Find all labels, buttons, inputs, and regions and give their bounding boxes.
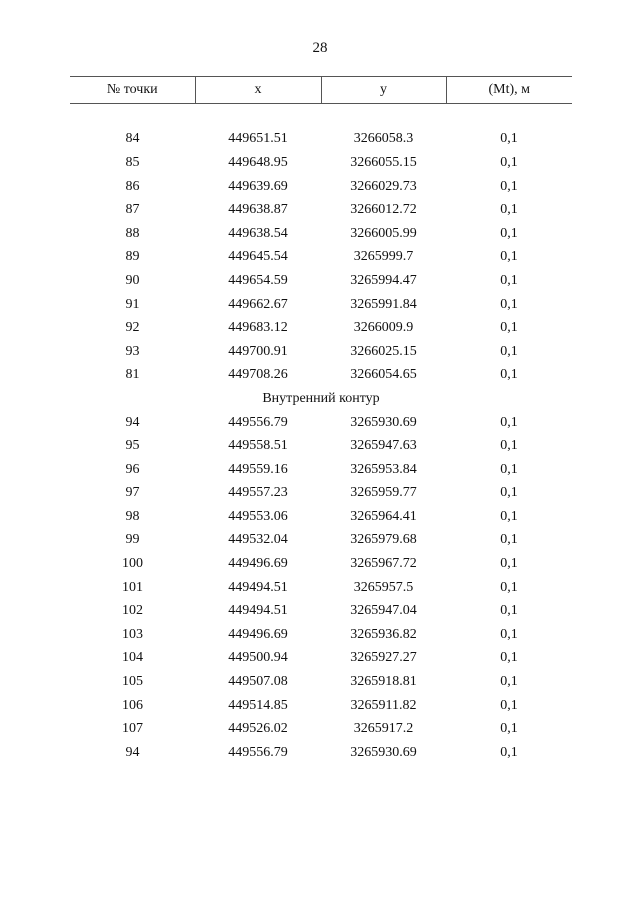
x-cell: 449638.54 xyxy=(228,225,288,241)
table-row xyxy=(70,316,572,340)
point-number-cell: 100 xyxy=(122,556,143,572)
table-row xyxy=(70,529,572,553)
table-row xyxy=(70,246,572,270)
y-cell: 3266012.72 xyxy=(350,202,417,218)
point-number-cell: 107 xyxy=(122,721,143,737)
y-cell: 3266029.73 xyxy=(350,178,417,194)
mt-cell: 0,1 xyxy=(500,154,518,170)
point-number-cell: 93 xyxy=(125,343,140,359)
mt-cell: 0,1 xyxy=(500,414,518,430)
point-number-cell: 91 xyxy=(125,296,140,312)
mt-cell: 0,1 xyxy=(500,697,518,713)
mt-cell: 0,1 xyxy=(500,556,518,572)
column-header-point-number: № точки xyxy=(70,77,195,104)
y-cell: 3265911.82 xyxy=(350,697,417,713)
table-row xyxy=(70,293,572,317)
x-cell: 449558.51 xyxy=(228,438,288,454)
table-row xyxy=(70,198,572,222)
point-number-cell: 85 xyxy=(125,154,140,170)
point-number-cell: 89 xyxy=(125,249,140,265)
spacer-cell xyxy=(70,104,572,128)
y-cell: 3266055.15 xyxy=(350,154,417,170)
y-cell: 3265967.72 xyxy=(350,556,417,572)
x-cell: 449654.59 xyxy=(228,272,288,288)
y-cell: 3265994.47 xyxy=(350,272,417,288)
mt-cell: 0,1 xyxy=(500,438,518,454)
mt-cell: 0,1 xyxy=(500,225,518,241)
table-row xyxy=(70,552,572,576)
x-cell: 449494.51 xyxy=(228,603,288,619)
x-cell: 449651.51 xyxy=(228,131,288,147)
y-cell: 3265947.04 xyxy=(350,603,417,619)
x-cell: 449532.04 xyxy=(228,532,288,548)
table-row xyxy=(70,364,572,388)
x-cell: 449638.87 xyxy=(228,202,288,218)
mt-cell: 0,1 xyxy=(500,178,518,194)
page-number: 28 xyxy=(312,40,328,56)
table-spacer xyxy=(70,104,572,128)
x-cell: 449500.94 xyxy=(228,650,288,666)
point-number-cell: 102 xyxy=(122,603,143,619)
y-cell: 3265930.69 xyxy=(350,414,417,430)
mt-cell: 0,1 xyxy=(500,202,518,218)
x-cell: 449559.16 xyxy=(228,461,288,477)
mt-cell: 0,1 xyxy=(500,272,518,288)
mt-cell: 0,1 xyxy=(500,650,518,666)
column-header-x: x xyxy=(195,77,321,104)
y-cell: 3265979.68 xyxy=(350,532,417,548)
x-cell: 449507.08 xyxy=(228,674,288,690)
x-cell: 449526.02 xyxy=(228,721,288,737)
table-row xyxy=(70,151,572,175)
table-row xyxy=(70,670,572,694)
table-row xyxy=(70,458,572,482)
table-row xyxy=(70,269,572,293)
y-cell: 3266005.99 xyxy=(350,225,417,241)
point-number-cell: 87 xyxy=(125,202,140,218)
table-row xyxy=(70,411,572,435)
y-cell: 3266054.65 xyxy=(350,367,417,383)
table-row xyxy=(70,434,572,458)
point-number-cell: 103 xyxy=(122,626,143,642)
mt-cell: 0,1 xyxy=(500,626,518,642)
x-cell: 449553.06 xyxy=(228,508,288,524)
y-cell: 3265927.27 xyxy=(350,650,417,666)
table-row xyxy=(70,576,572,600)
table-row xyxy=(70,128,572,152)
mt-cell: 0,1 xyxy=(500,485,518,501)
point-number-cell: 92 xyxy=(125,320,140,336)
point-number-cell: 106 xyxy=(122,697,143,713)
point-number-cell: 86 xyxy=(125,178,140,194)
mt-cell: 0,1 xyxy=(500,508,518,524)
x-cell: 449662.67 xyxy=(228,296,288,312)
point-number-cell: 88 xyxy=(125,225,140,241)
table-row xyxy=(70,717,572,741)
table-row xyxy=(70,482,572,506)
x-cell: 449708.26 xyxy=(228,367,288,383)
point-number-cell: 105 xyxy=(122,674,143,690)
mt-cell: 0,1 xyxy=(500,674,518,690)
table-row xyxy=(70,222,572,246)
y-cell: 3265947.63 xyxy=(350,438,417,454)
point-number-cell: 101 xyxy=(122,579,143,595)
x-cell: 449496.69 xyxy=(228,626,288,642)
x-cell: 449648.95 xyxy=(228,154,288,170)
mt-cell: 0,1 xyxy=(500,131,518,147)
x-cell: 449514.85 xyxy=(228,697,288,713)
section-title: Внутренний контур xyxy=(262,390,380,406)
mt-cell: 0,1 xyxy=(500,721,518,737)
y-cell: 3265936.82 xyxy=(350,626,417,642)
y-cell: 3265999.7 xyxy=(353,249,414,265)
y-cell: 3265957.5 xyxy=(353,579,414,595)
column-header-y: y xyxy=(321,77,446,104)
x-cell: 449496.69 xyxy=(228,556,288,572)
mt-cell: 0,1 xyxy=(500,320,518,336)
mt-cell: 0,1 xyxy=(500,249,518,265)
x-cell: 449683.12 xyxy=(228,320,288,336)
point-number-cell: 84 xyxy=(125,131,140,147)
table-row xyxy=(70,175,572,199)
y-cell: 3266058.3 xyxy=(353,131,414,147)
table-row xyxy=(70,505,572,529)
point-number-cell: 90 xyxy=(125,272,140,288)
x-cell: 449556.79 xyxy=(228,744,288,760)
mt-cell: 0,1 xyxy=(500,343,518,359)
point-number-cell: 94 xyxy=(125,414,140,430)
y-cell: 3265930.69 xyxy=(350,744,417,760)
mt-cell: 0,1 xyxy=(500,367,518,383)
y-cell: 3265953.84 xyxy=(350,461,417,477)
mt-cell: 0,1 xyxy=(500,532,518,548)
table-row xyxy=(70,599,572,623)
column-header-mt: (Mt), м xyxy=(446,77,572,104)
x-cell: 449639.69 xyxy=(228,178,288,194)
table-body xyxy=(70,104,572,765)
x-cell: 449700.91 xyxy=(228,343,288,359)
y-cell: 3266009.9 xyxy=(353,320,414,336)
point-number-cell: 96 xyxy=(125,461,140,477)
mt-cell: 0,1 xyxy=(500,603,518,619)
table-row xyxy=(70,340,572,364)
mt-cell: 0,1 xyxy=(500,296,518,312)
point-number-cell: 99 xyxy=(125,532,140,548)
point-number-cell: 98 xyxy=(125,508,140,524)
mt-cell: 0,1 xyxy=(500,461,518,477)
table-row xyxy=(70,694,572,718)
table-row xyxy=(70,741,572,765)
y-cell: 3265917.2 xyxy=(353,721,414,737)
mt-cell: 0,1 xyxy=(500,744,518,760)
coordinates-table xyxy=(70,76,572,765)
x-cell: 449645.54 xyxy=(228,249,288,265)
y-cell: 3266025.15 xyxy=(350,343,417,359)
x-cell: 449494.51 xyxy=(228,579,288,595)
point-number-cell: 104 xyxy=(122,650,143,666)
table-row xyxy=(70,647,572,671)
y-cell: 3265964.41 xyxy=(350,508,417,524)
section-row xyxy=(70,387,572,411)
point-number-cell: 97 xyxy=(125,485,140,501)
y-cell: 3265991.84 xyxy=(350,296,417,312)
y-cell: 3265918.81 xyxy=(350,674,417,690)
table-header-row xyxy=(70,77,572,104)
point-number-cell: 95 xyxy=(125,438,140,454)
x-cell: 449556.79 xyxy=(228,414,288,430)
x-cell: 449557.23 xyxy=(228,485,288,501)
point-number-cell: 81 xyxy=(125,367,140,383)
point-number-cell: 94 xyxy=(125,744,140,760)
mt-cell: 0,1 xyxy=(500,579,518,595)
table-row xyxy=(70,623,572,647)
y-cell: 3265959.77 xyxy=(350,485,417,501)
